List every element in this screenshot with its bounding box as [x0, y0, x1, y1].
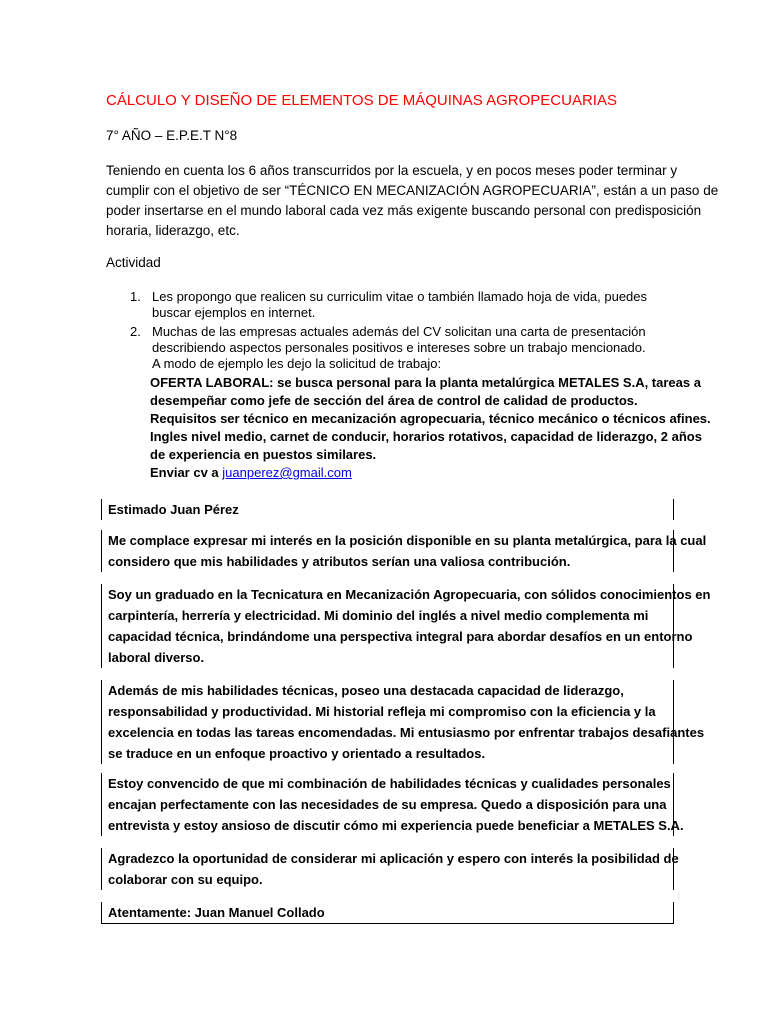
letter-line: entrevista y estoy ansioso de discutir cómo mi experiencia puede beneficiar a METALES S.A.: [108, 818, 684, 833]
intro-paragraph: [106, 161, 719, 241]
job-offer-line: de experiencia en puestos similares.: [150, 447, 377, 462]
letter-line: se traduce en un enfoque proactivo y orientado a resultados.: [108, 746, 486, 761]
letter-line: Atentamente: Juan Manuel Collado: [108, 905, 325, 920]
letter-paragraph-5: [101, 848, 679, 890]
list-item-line: describiendo aspectos personales positivos e intereses sobre un trabajo mencionado.: [152, 340, 646, 355]
letter-line: colaborar con su equipo.: [108, 872, 263, 887]
list-item-line: buscar ejemplos en internet.: [152, 305, 316, 320]
list-item-number: 1.: [130, 289, 141, 304]
intro-line: poder insertarse en el mundo laboral cada vez más exigente buscando personal con predisposición: [106, 203, 702, 218]
letter-line: excelencia en todas las tareas encomendadas. Mi entusiasmo por enfrentar trabajos desafiantes: [108, 725, 705, 740]
list-item-number: 2.: [130, 324, 141, 339]
letter-line: considero que mis habilidades y atributos serían una valiosa contribución.: [108, 554, 571, 569]
activity-heading: Actividad: [106, 255, 161, 270]
letter-paragraph-1: [101, 530, 707, 572]
letter-closing: [101, 902, 674, 924]
letter-line: laboral diverso.: [108, 650, 205, 665]
letter-line: carpintería, herrería y electricidad. Mi dominio del inglés a nivel medio complementa mi: [108, 608, 649, 623]
document-title: CÁLCULO Y DISEÑO DE ELEMENTOS DE MÁQUINAS AGROPECUARIAS: [106, 92, 617, 109]
letter-greeting: [101, 499, 674, 520]
intro-line: Teniendo en cuenta los 6 años transcurridos por la escuela, y en pocos meses poder terminar y: [106, 163, 678, 178]
list-item-line: Les propongo que realicen su curriculim vitae o también llamado hoja de vida, puedes: [152, 289, 648, 304]
list-item-text: [152, 289, 672, 321]
list-item-line: Muchas de las empresas actuales además del CV solicitan una carta de presentación: [152, 324, 646, 339]
job-offer-line: OFERTA LABORAL: se busca personal para la planta metalúrgica METALES S.A, tareas a: [150, 375, 701, 390]
job-offer-line: Ingles nivel medio, carnet de conducir, horarios rotativos, capacidad de liderazgo, 2 años: [150, 429, 702, 444]
intro-line: horaria, liderazgo, etc.: [106, 223, 240, 238]
job-offer: [150, 374, 711, 482]
letter-line: Estimado Juan Pérez: [108, 502, 239, 517]
document-subtitle: 7° AÑO – E.P.E.T N°8: [106, 128, 238, 143]
letter-line: Me complace expresar mi interés en la posición disponible en su planta metalúrgica, para la cual: [108, 533, 707, 548]
list-item-line: A modo de ejemplo les dejo la solicitud de trabajo:: [152, 356, 442, 371]
letter-line: responsabilidad y productividad. Mi historial refleja mi compromiso con la eficiencia y la: [108, 704, 656, 719]
letter-line: Además de mis habilidades técnicas, poseo una destacada capacidad de liderazgo,: [108, 683, 624, 698]
letter-line: capacidad técnica, brindándome una perspectiva integral para abordar desafíos en un entorno: [108, 629, 693, 644]
letter-line: Estoy convencido de que mi combinación de habilidades técnicas y cualidades personales: [108, 776, 671, 791]
intro-line: cumplir con el objetivo de ser “TÉCNICO EN MECANIZACIÓN AGROPECUARIA”, están a un paso de: [106, 183, 719, 198]
letter-line: encajan perfectamente con las necesidades de su empresa. Quedo a disposición para una: [108, 797, 667, 812]
letter-paragraph-3: [101, 680, 705, 764]
send-label: Enviar cv a: [150, 465, 223, 480]
letter-paragraph-4: [101, 773, 684, 836]
letter-line: Agradezco la oportunidad de considerar mi aplicación y espero con interés la posibilidad de: [108, 851, 679, 866]
job-offer-line: Requisitos ser técnico en mecanización agropecuaria, técnico mecánico o técnicos afines.: [150, 411, 711, 426]
job-offer-line: desempeñar como jefe de sección del área de control de calidad de productos.: [150, 393, 638, 408]
email-link[interactable]: juanperez@gmail.com: [222, 465, 352, 480]
letter-paragraph-2: [101, 584, 711, 668]
letter-line: Soy un graduado en la Tecnicatura en Mecanización Agropecuaria, con sólidos conocimientos en: [108, 587, 711, 602]
list-item-text: [152, 324, 672, 372]
job-offer-send-line: [150, 464, 670, 482]
